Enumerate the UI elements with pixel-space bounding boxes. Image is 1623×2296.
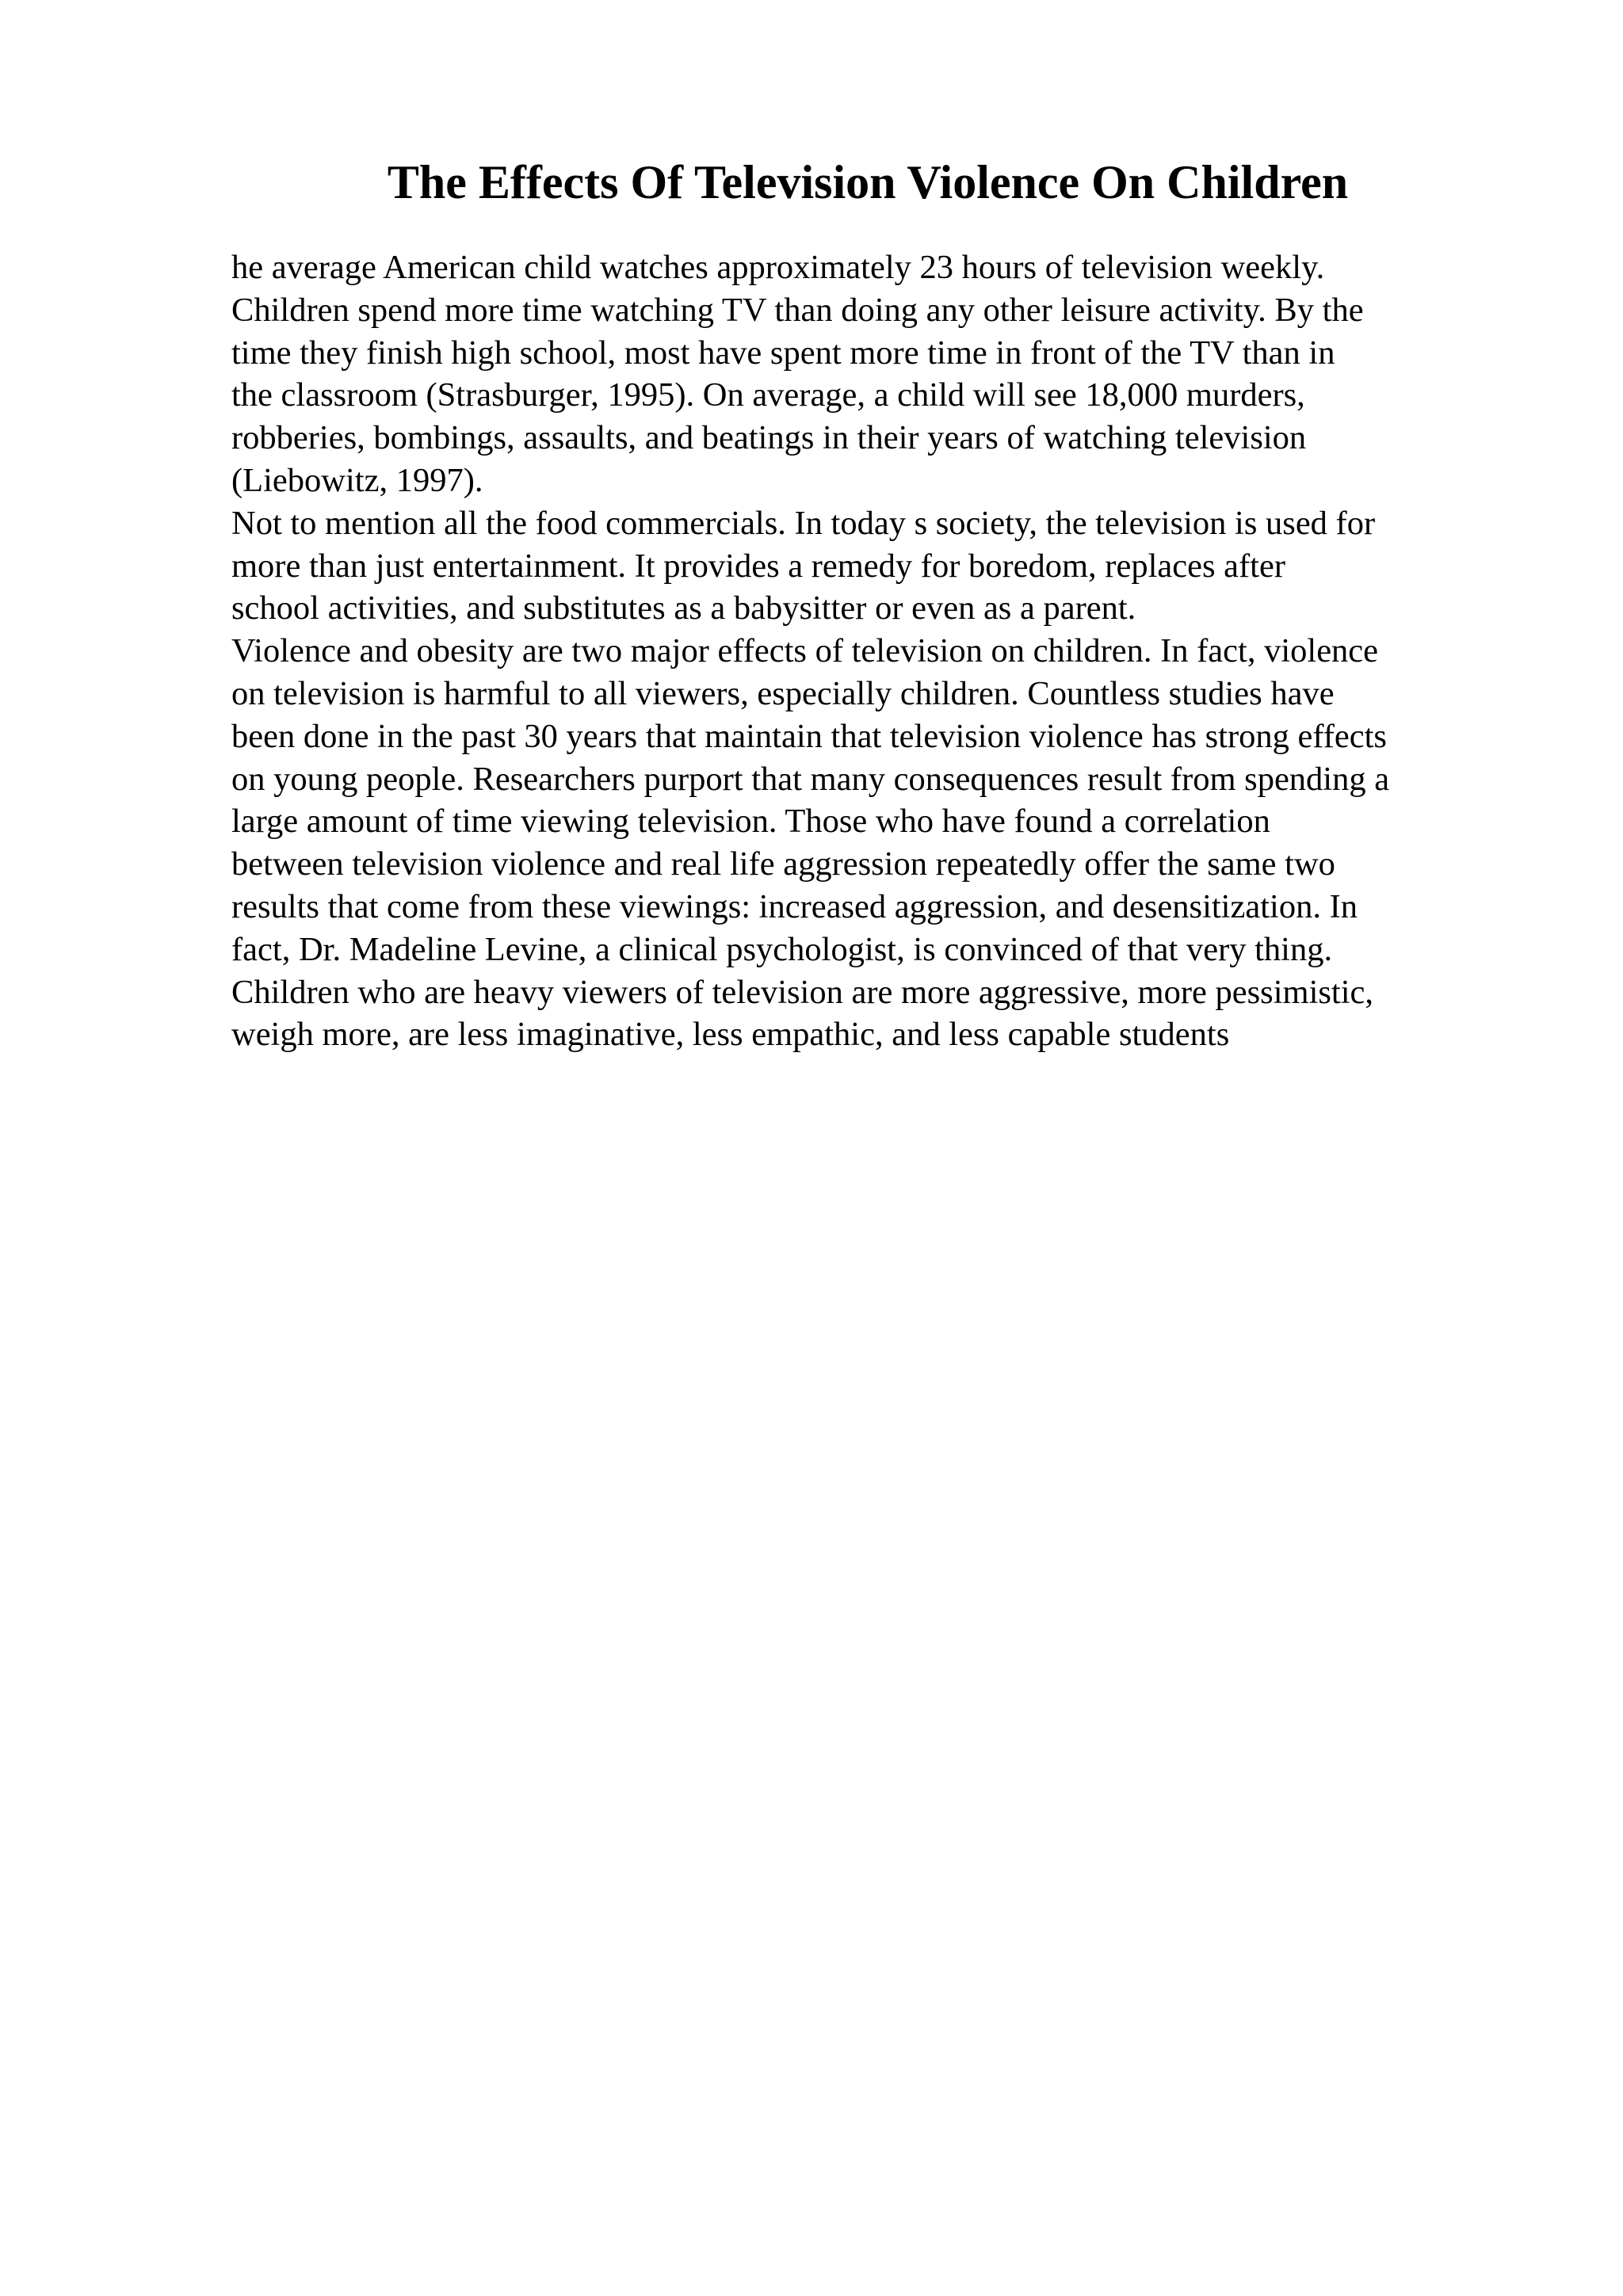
- text-line: results that come from these viewings: increased aggression, and desensitization. In: [231, 887, 1358, 925]
- text-line: time they finish high school, most have spent more time in front of the TV than in: [231, 334, 1335, 372]
- text-line: more than just entertainment. It provides a remedy for boredom, replaces after: [231, 547, 1285, 585]
- document-body: [231, 246, 1515, 1056]
- text-line: on young people. Researchers purport that many consequences result from spending a: [231, 760, 1390, 798]
- text-line: robberies, bombings, assaults, and beatings in their years of watching television: [231, 419, 1307, 457]
- text-line: (Liebowitz, 1997).: [231, 461, 483, 499]
- text-line: weigh more, are less imaginative, less empathic, and less capable students: [231, 1016, 1230, 1054]
- document-title: The Effects Of Television Violence On Children: [387, 156, 1349, 208]
- text-line: Not to mention all the food commercials. In today s society, the television is used for: [231, 504, 1376, 542]
- text-line: been done in the past 30 years that maintain that television violence has strong effects: [231, 717, 1387, 755]
- text-line: between television violence and real life aggression repeatedly offer the same two: [231, 845, 1335, 883]
- text-line: fact, Dr. Madeline Levine, a clinical psychologist, is convinced of that very thing.: [231, 930, 1333, 968]
- text-line: large amount of time viewing television. Those who have found a correlation: [231, 803, 1270, 841]
- text-line: the classroom (Strasburger, 1995). On average, a child will see 18,000 murders,: [231, 376, 1305, 414]
- text-line: on television is harmful to all viewers, especially children. Countless studies have: [231, 674, 1335, 712]
- text-line: Violence and obesity are two major effects of television on children. In fact, violence: [231, 632, 1379, 670]
- text-line: school activities, and substitutes as a babysitter or even as a parent.: [231, 589, 1136, 627]
- text-line: Children who are heavy viewers of television are more aggressive, more pessimistic,: [231, 973, 1374, 1011]
- text-line: Children spend more time watching TV than doing any other leisure activity. By the: [231, 291, 1364, 329]
- text-line: he average American child watches approximately 23 hours of television weekly.: [231, 249, 1325, 286]
